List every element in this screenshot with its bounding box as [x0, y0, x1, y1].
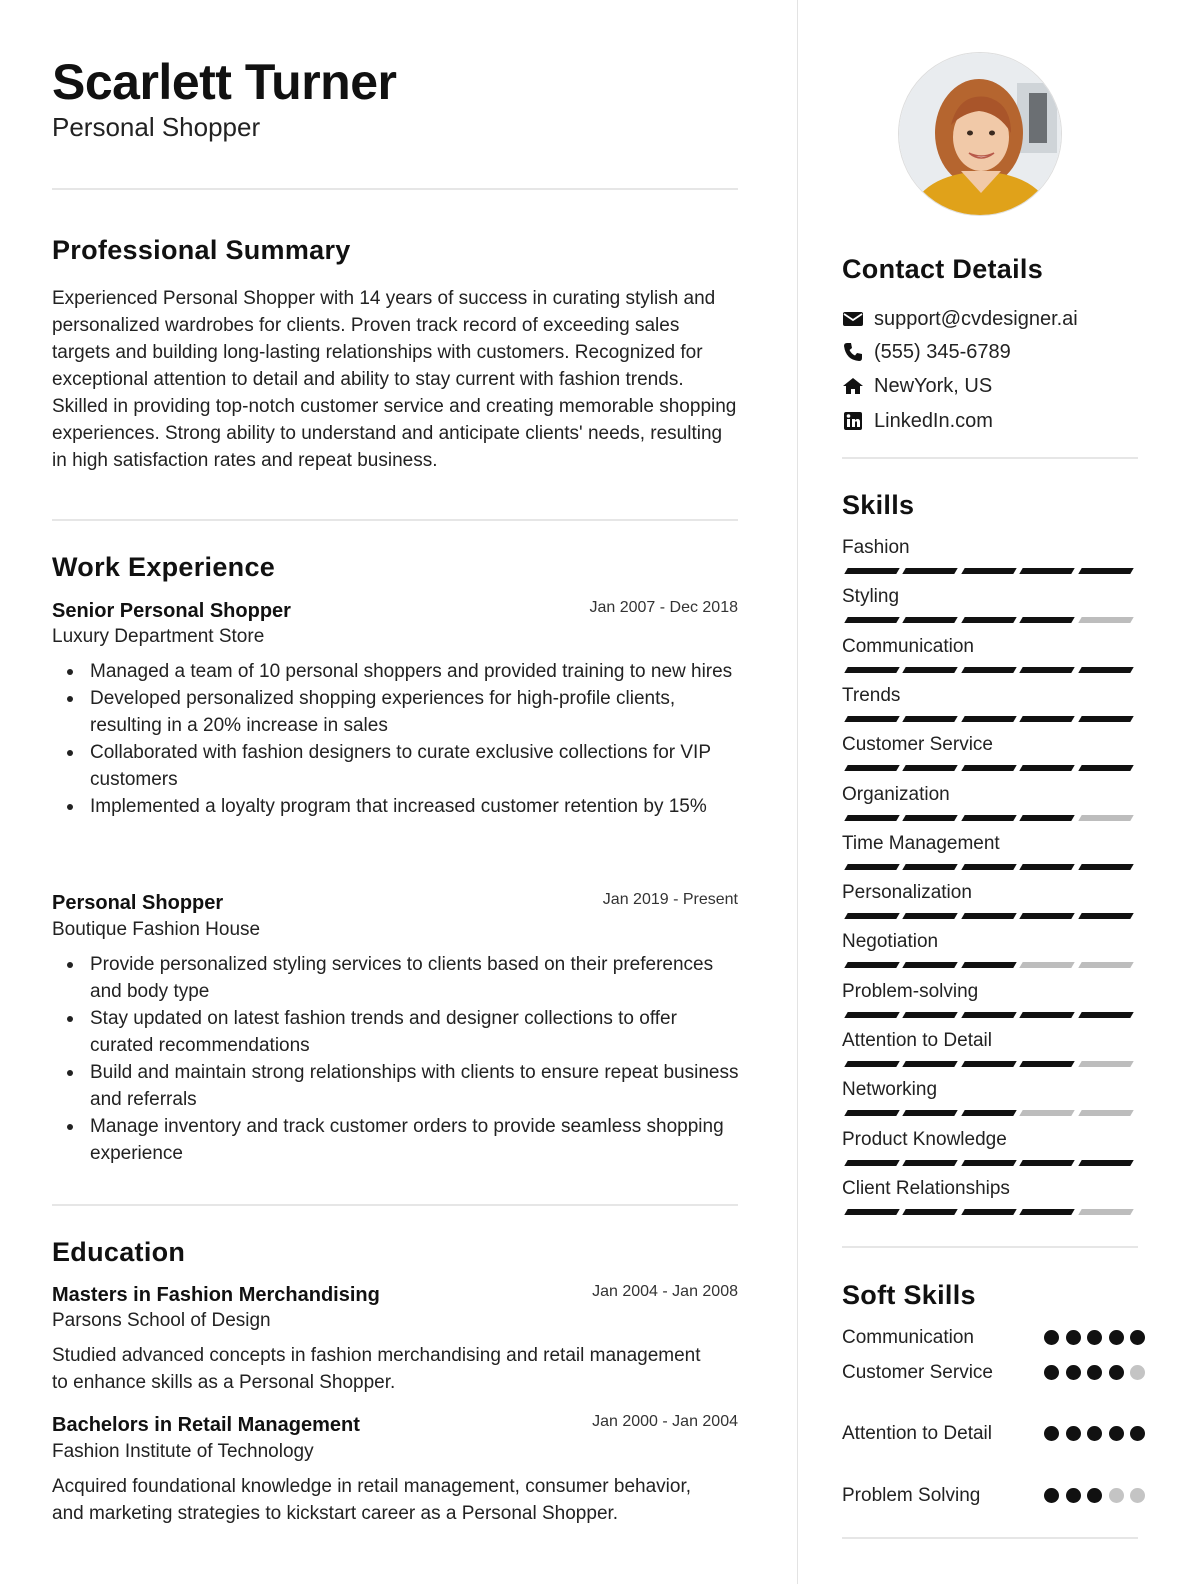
job-title: Senior Personal Shopper	[52, 600, 291, 622]
school-name: Fashion Institute of Technology	[52, 1441, 314, 1462]
job-bullets	[90, 951, 740, 1167]
skill-level-segment-filled	[1078, 1160, 1134, 1166]
skill-level-segment-filled	[961, 1061, 1017, 1067]
job-date: Jan 2007 - Dec 2018	[589, 599, 738, 616]
skill-level-segment-filled	[1019, 1209, 1075, 1215]
skill-level-bar	[846, 1160, 1138, 1167]
skill-level-bar	[846, 1061, 1138, 1068]
job-bullet: Stay updated on latest fashion trends and designer collections to offer curated recommendations	[90, 1005, 740, 1059]
skill-level-segment-empty	[1078, 1061, 1134, 1067]
summary-text: Experienced Personal Shopper with 14 years of success in curating stylish and personalized wardrobes for clients. Proven track record of exceeding sales targets and building long-lasting relationships with customers. Recognized for exceptional attention to detail and ability to stay current with fashion trends. Skilled in providing top-notch customer service and creating memorable shopping experiences. Strong ability to understand and anticipate clients' needs, resulting in high satisfaction rates and repeat business.	[52, 288, 737, 471]
skill-level-segment-filled	[844, 617, 900, 623]
skill-level-segment-filled	[961, 864, 1017, 870]
degree-date: Jan 2004 - Jan 2008	[592, 1283, 738, 1300]
job-bullet: Provide personalized styling services to clients based on their preferences and body type	[90, 951, 740, 1005]
skill-level-segment-filled	[903, 1061, 959, 1067]
skill-level-segment-filled	[961, 1209, 1017, 1215]
skill-level-segment-filled	[1019, 1012, 1075, 1018]
job-bullet: Manage inventory and track customer orders to provide seamless shopping experience	[90, 1113, 740, 1167]
soft-skill-rating	[1044, 1488, 1152, 1503]
skill-level-bar	[846, 667, 1138, 674]
contact-text: NewYork, US	[874, 375, 993, 397]
skill-level-segment-filled	[903, 765, 959, 771]
skill-level-bar	[846, 617, 1138, 624]
soft-skill-label: Customer Service	[842, 1362, 993, 1383]
summary-heading: Professional Summary	[52, 235, 351, 265]
skill-level-bar	[846, 765, 1138, 772]
skill-level-segment-filled	[903, 667, 959, 673]
soft-skill-label: Problem Solving	[842, 1485, 981, 1506]
soft-skills-divider	[842, 1537, 1138, 1539]
soft-skill-rating	[1044, 1330, 1152, 1345]
skill-label: Trends	[842, 685, 901, 706]
skill-level-segment-filled	[961, 765, 1017, 771]
skill-level-segment-filled	[1019, 667, 1075, 673]
skill-level-segment-filled	[844, 815, 900, 821]
skill-level-segment-filled	[844, 1110, 900, 1116]
skill-level-segment-filled	[844, 864, 900, 870]
rating-dot-empty	[1130, 1488, 1145, 1503]
skill-level-segment-filled	[844, 568, 900, 574]
skill-level-segment-filled	[903, 1110, 959, 1116]
skill-level-segment-filled	[1078, 864, 1134, 870]
skill-level-segment-filled	[903, 568, 959, 574]
skill-level-segment-filled	[1078, 765, 1134, 771]
skill-level-segment-empty	[1078, 617, 1134, 623]
contact-phone[interactable]	[842, 339, 1011, 365]
degree-title: Masters in Fashion Merchandising	[52, 1284, 380, 1306]
job-date: Jan 2019 - Present	[602, 891, 738, 908]
rating-dot-filled	[1087, 1330, 1102, 1345]
rating-dot-empty	[1130, 1365, 1145, 1380]
contact-divider	[842, 457, 1138, 459]
rating-dot-filled	[1066, 1426, 1081, 1441]
skill-level-segment-filled	[961, 962, 1017, 968]
soft-skill-rating	[1044, 1426, 1152, 1441]
skill-level-segment-filled	[961, 667, 1017, 673]
rating-dot-filled	[1130, 1330, 1145, 1345]
rating-dot-filled	[1109, 1426, 1124, 1441]
profile-photo	[898, 52, 1062, 216]
envelope-icon	[842, 308, 864, 330]
skill-label: Client Relationships	[842, 1178, 1010, 1199]
contact-heading: Contact Details	[842, 254, 1044, 284]
summary-divider	[52, 519, 738, 521]
header-divider	[52, 188, 738, 190]
skill-label: Negotiation	[842, 931, 939, 952]
skills-heading: Skills	[842, 490, 915, 520]
skill-level-bar	[846, 815, 1138, 822]
skill-level-segment-filled	[961, 1160, 1017, 1166]
education-heading: Education	[52, 1237, 186, 1267]
skill-level-segment-filled	[961, 568, 1017, 574]
job-bullet: Developed personalized shopping experiences for high-profile clients, resulting in a 20% increase in sales	[90, 685, 740, 739]
rating-dot-filled	[1066, 1488, 1081, 1503]
candidate-name: Scarlett Turner	[52, 54, 397, 110]
contact-linkedin[interactable]	[842, 408, 993, 434]
skill-level-segment-filled	[844, 765, 900, 771]
skill-level-segment-filled	[961, 716, 1017, 722]
skill-level-segment-filled	[1078, 568, 1134, 574]
degree-description: Acquired foundational knowledge in retail management, consumer behavior, and marketing strategies to kickstart career as a Personal Shopper.	[52, 1476, 692, 1524]
rating-dot-filled	[1044, 1365, 1059, 1380]
rating-dot-filled	[1066, 1330, 1081, 1345]
job-bullet: Collaborated with fashion designers to curate exclusive collections for VIP customers	[90, 739, 740, 793]
contact-text: LinkedIn.com	[874, 410, 993, 432]
rating-dot-filled	[1044, 1426, 1059, 1441]
skill-level-segment-empty	[1078, 1110, 1134, 1116]
rating-dot-empty	[1109, 1488, 1124, 1503]
degree-title: Bachelors in Retail Management	[52, 1414, 360, 1436]
column-divider	[797, 0, 798, 1584]
rating-dot-filled	[1087, 1365, 1102, 1380]
skill-level-segment-filled	[844, 1012, 900, 1018]
skill-level-segment-filled	[1019, 568, 1075, 574]
skill-level-segment-empty	[1078, 1209, 1134, 1215]
contact-text: support@cvdesigner.ai	[874, 308, 1078, 330]
skill-label: Product Knowledge	[842, 1129, 1007, 1150]
skill-level-segment-filled	[1019, 1160, 1075, 1166]
job-bullet: Build and maintain strong relationships with clients to ensure repeat business and referrals	[90, 1059, 740, 1113]
skill-level-segment-filled	[1019, 815, 1075, 821]
skill-label: Styling	[842, 586, 900, 607]
skill-level-segment-filled	[1019, 716, 1075, 722]
rating-dot-filled	[1109, 1365, 1124, 1380]
skill-level-segment-filled	[903, 815, 959, 821]
skill-level-segment-filled	[903, 1012, 959, 1018]
skill-level-segment-filled	[1019, 617, 1075, 623]
skill-label: Customer Service	[842, 734, 993, 755]
skill-level-segment-filled	[961, 1012, 1017, 1018]
soft-skill-rating	[1044, 1365, 1152, 1380]
skill-level-segment-filled	[903, 864, 959, 870]
rating-dot-filled	[1044, 1330, 1059, 1345]
job-bullets	[90, 658, 740, 820]
rating-dot-filled	[1087, 1426, 1102, 1441]
skills-divider	[842, 1246, 1138, 1248]
skill-level-segment-filled	[1019, 864, 1075, 870]
experience-divider	[52, 1204, 738, 1206]
rating-dot-filled	[1087, 1488, 1102, 1503]
skill-label: Communication	[842, 636, 974, 657]
skill-level-segment-empty	[1019, 962, 1075, 968]
skill-level-bar	[846, 716, 1138, 723]
job-bullet: Implemented a loyalty program that increased customer retention by 15%	[90, 793, 740, 820]
linkedin-icon	[842, 410, 864, 432]
skill-level-segment-filled	[903, 962, 959, 968]
contact-email[interactable]	[842, 306, 1078, 332]
skill-level-segment-filled	[1078, 913, 1134, 919]
skill-level-segment-filled	[844, 716, 900, 722]
skill-level-segment-filled	[961, 1110, 1017, 1116]
skill-level-bar	[846, 962, 1138, 969]
skill-level-segment-filled	[903, 1160, 959, 1166]
skill-level-segment-filled	[844, 1209, 900, 1215]
job-company: Luxury Department Store	[52, 626, 265, 647]
skill-level-segment-filled	[1019, 1061, 1075, 1067]
skill-level-segment-filled	[844, 962, 900, 968]
skill-label: Organization	[842, 784, 950, 805]
soft-skills-heading: Soft Skills	[842, 1280, 976, 1310]
skill-label: Attention to Detail	[842, 1030, 992, 1051]
skill-level-bar	[846, 1209, 1138, 1216]
skill-level-bar	[846, 913, 1138, 920]
experience-heading: Work Experience	[52, 552, 276, 582]
degree-date: Jan 2000 - Jan 2004	[592, 1413, 738, 1430]
candidate-role: Personal Shopper	[52, 112, 261, 142]
skill-label: Time Management	[842, 833, 1000, 854]
rating-dot-filled	[1044, 1488, 1059, 1503]
contact-location	[842, 373, 993, 399]
skill-level-segment-filled	[844, 1061, 900, 1067]
home-icon	[842, 375, 864, 397]
profile-photo-image	[899, 53, 1062, 216]
skill-level-segment-filled	[903, 913, 959, 919]
skill-level-bar	[846, 1110, 1138, 1117]
soft-skill-label: Communication	[842, 1327, 974, 1348]
rating-dot-filled	[1066, 1365, 1081, 1380]
job-title: Personal Shopper	[52, 892, 224, 914]
skill-level-segment-filled	[903, 1209, 959, 1215]
rating-dot-filled	[1130, 1426, 1145, 1441]
skill-label: Fashion	[842, 537, 910, 558]
contact-text: (555) 345-6789	[874, 341, 1011, 363]
skill-level-segment-filled	[961, 617, 1017, 623]
skill-level-segment-filled	[903, 716, 959, 722]
skill-level-segment-filled	[961, 815, 1017, 821]
skill-label: Problem-solving	[842, 981, 979, 1002]
skill-level-segment-filled	[844, 913, 900, 919]
skill-level-segment-filled	[844, 1160, 900, 1166]
skill-level-bar	[846, 864, 1138, 871]
skill-level-segment-empty	[1078, 815, 1134, 821]
skill-level-segment-empty	[1078, 962, 1134, 968]
soft-skill-label: Attention to Detail	[842, 1423, 992, 1444]
rating-dot-filled	[1109, 1330, 1124, 1345]
job-company: Boutique Fashion House	[52, 919, 261, 940]
skill-level-segment-filled	[1019, 913, 1075, 919]
skill-level-bar	[846, 568, 1138, 575]
skill-level-segment-filled	[1019, 765, 1075, 771]
skill-level-segment-empty	[1019, 1110, 1075, 1116]
degree-description: Studied advanced concepts in fashion merchandising and retail management to enhance skills as a Personal Shopper.	[52, 1345, 701, 1393]
skill-level-bar	[846, 1012, 1138, 1019]
skill-level-segment-filled	[961, 913, 1017, 919]
phone-icon	[842, 341, 864, 363]
skill-level-segment-filled	[1078, 716, 1134, 722]
skill-level-segment-filled	[1078, 1012, 1134, 1018]
skill-label: Networking	[842, 1079, 938, 1100]
job-bullet: Managed a team of 10 personal shoppers and provided training to new hires	[90, 658, 740, 685]
skill-level-segment-filled	[903, 617, 959, 623]
skill-level-segment-filled	[1078, 667, 1134, 673]
skill-label: Personalization	[842, 882, 972, 903]
skill-level-segment-filled	[844, 667, 900, 673]
school-name: Parsons School of Design	[52, 1310, 271, 1331]
